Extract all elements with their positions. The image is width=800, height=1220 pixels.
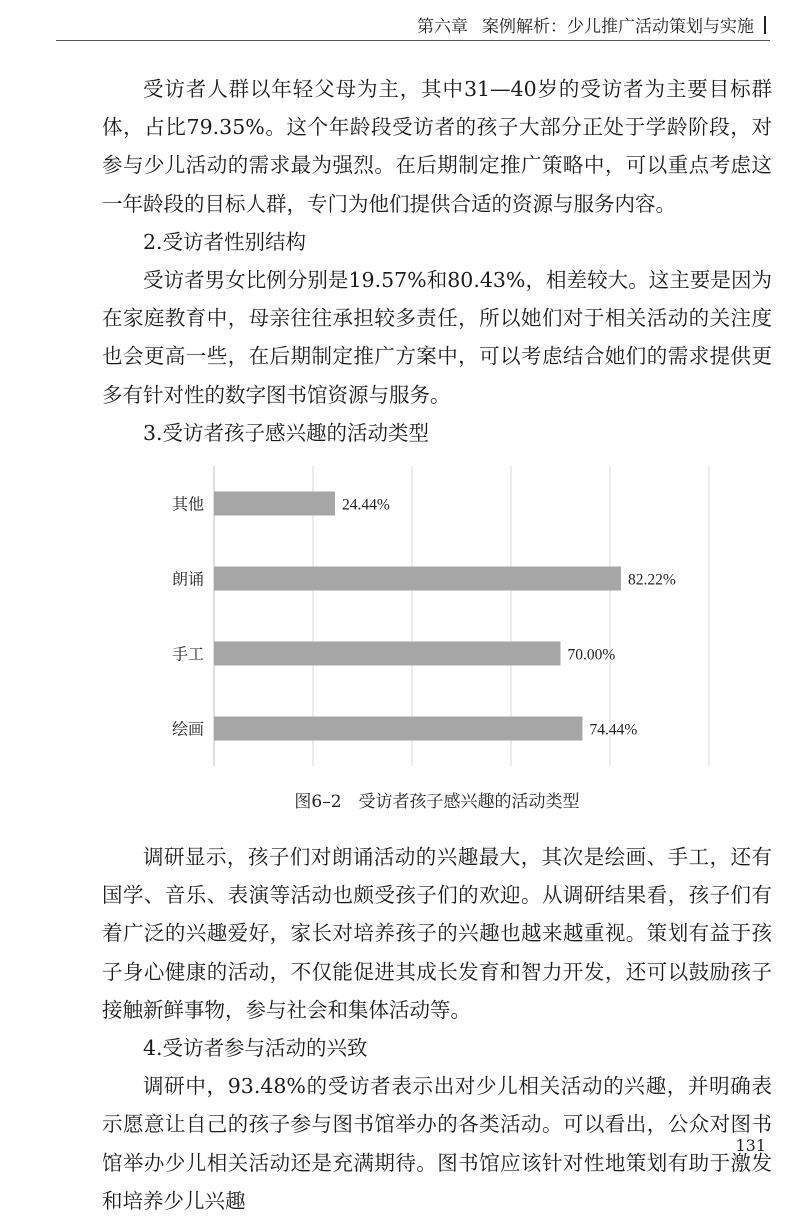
bar-2 <box>214 567 621 591</box>
section-3-paragraph: 调研显示，孩子们对朗诵活动的兴趣最大，其次是绘画、手工，还有国学、音乐、表演等活动也颇受孩子们的欢迎。从调研结果看，孩子们有着广泛的兴趣爱好，家长对培养孩子的兴趣也越来越重视。策划有益于孩子身心健康的活动，不仅能促进其成长发育和智力开发，还可以鼓励孩子接触新鲜事物，参与社会和集体活动等。 <box>102 845 772 1022</box>
figure-caption: 图6–2 受访者孩子感兴趣的活动类型 <box>294 792 580 813</box>
running-header <box>417 12 766 37</box>
data-label: 70.00% <box>567 646 616 664</box>
section-4-paragraph: 调研中，93.48%的受访者表示出对少儿相关活动的兴趣，并明确表示愿意让自己的孩子参与图书馆举办的各类活动。可以看出，公众对图书馆举办少儿相关活动还是充满期待。图书馆应该针对性地策划有助于激发和培养少儿兴趣 <box>102 1074 772 1213</box>
category-label: 朗诵 <box>171 569 204 589</box>
header-rule <box>56 40 770 41</box>
page-number: 131 <box>735 1136 766 1155</box>
data-label: 24.44% <box>341 496 390 514</box>
category-label: 手工 <box>171 644 204 664</box>
category-label: 其他 <box>171 494 204 514</box>
section-4-heading: 4.受访者参与活动的兴致 <box>143 1036 368 1061</box>
bar-1 <box>214 492 335 516</box>
section-3-heading: 3.受访者孩子感兴趣的活动类型 <box>143 420 430 445</box>
header-separator <box>764 16 766 34</box>
data-label: 82.22% <box>627 571 676 589</box>
section-2-paragraph: 受访者男女比例分别是19.57%和80.43%，相差较大。这主要是因为在家庭教育中，母亲往往承担较多责任，所以她们对于相关活动的关注度也会更高一些，在后期制定推广方案中，可以考虑结合她们的需求提供更多有针对性的数字图书馆资源与服务。 <box>102 268 772 407</box>
bar-chart <box>162 466 722 766</box>
figure-6-2 <box>102 452 772 838</box>
data-label: 74.44% <box>589 721 638 739</box>
bar-4 <box>214 717 582 741</box>
chapter-title: 案例解析：少儿推广活动策划与实施 <box>482 17 754 37</box>
section-2-heading: 2.受访者性别结构 <box>143 229 307 254</box>
chapter-label: 第六章 <box>417 17 468 37</box>
page-content <box>102 70 772 1220</box>
category-label: 绘画 <box>171 719 204 739</box>
bar-3 <box>214 642 561 666</box>
intro-paragraph: 受访者人群以年轻父母为主，其中31—40岁的受访者为主要目标群体，占比79.35%。这个年龄段受访者的孩子大部分正处于学龄阶段，对参与少儿活动的需求最为强烈。在后期制定推广策略中，可以重点考虑这一年龄段的目标人群，专门为他们提供合适的资源与服务内容。 <box>102 77 772 216</box>
